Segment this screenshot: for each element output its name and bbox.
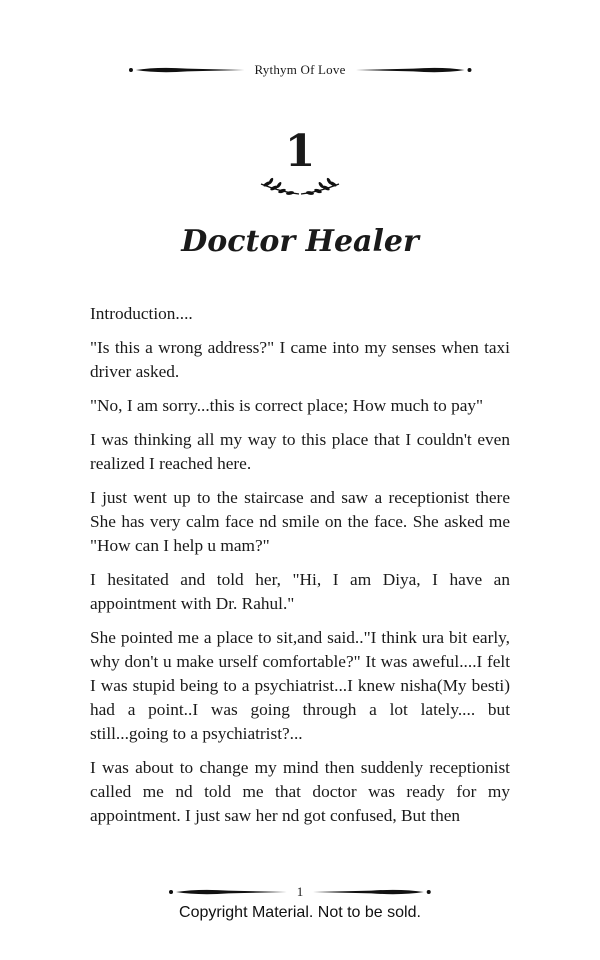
paragraph: I just went up to the staircase and saw a receptionist there She has very calm face nd smile on the face. She asked me "How can I help u mam?" <box>90 488 510 555</box>
flourish-right-icon <box>354 65 472 75</box>
paragraph: I was about to change my mind then suddenly receptionist called me nd told me that doctor was ready for my appointment. I just saw her nd got confused, But then <box>90 758 510 825</box>
chapter-body <box>90 302 510 838</box>
copyright-notice: Copyright Material. Not to be sold. <box>179 904 421 921</box>
paragraph: She pointed me a place to sit,and said.."I think ura bit early, why don't u make urself comfortable?" It was aweful....I felt I was stupid being to a psychiatrist...I knew nisha(My besti) had a point..I was going through a lot lately.... but still...going to a psychiatrist?... <box>90 628 510 743</box>
page-number: 1 <box>296 884 304 899</box>
book-title: Rythym Of Love <box>254 62 346 77</box>
paragraph: I hesitated and told her, "Hi, I am Diya, I have an appointment with Dr. Rahul." <box>90 570 510 613</box>
page-footer <box>168 882 432 902</box>
paragraph: Introduction.... <box>90 304 193 323</box>
flourish-left-icon <box>128 65 246 75</box>
laurel-ornament-icon <box>255 176 345 200</box>
flourish-left-icon <box>168 887 289 897</box>
chapter-title: Doctor Healer <box>181 224 419 259</box>
chapter-number: 1 <box>284 126 316 177</box>
running-header <box>128 58 472 82</box>
paragraph: I was thinking all my way to this place that I couldn't even realized I reached here. <box>90 430 510 473</box>
paragraph: "No, I am sorry...this is correct place; How much to pay" <box>90 396 484 415</box>
paragraph: "Is this a wrong address?" I came into my senses when taxi driver asked. <box>90 338 510 381</box>
flourish-right-icon <box>311 887 432 897</box>
